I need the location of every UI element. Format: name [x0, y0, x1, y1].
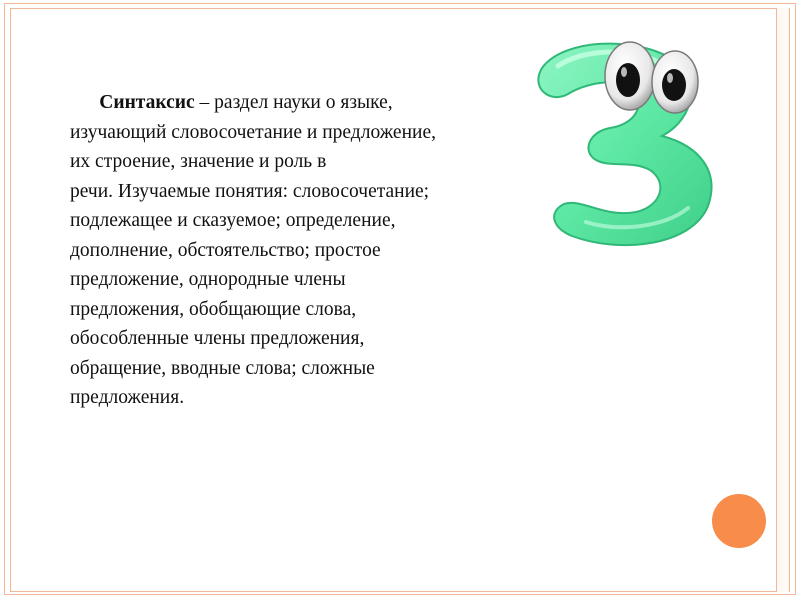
orange-circle-decoration [712, 494, 766, 548]
slide-side-stripe [776, 8, 790, 592]
right-eye-icon [652, 51, 698, 113]
text-line-11: предложения. [70, 387, 185, 408]
text-line-2: изучающий словосочетание и предложение, [70, 121, 436, 143]
text-line-5: подлежащее и сказуемое; определение, [70, 210, 396, 231]
left-eye-icon [605, 42, 655, 110]
text-line-7: предложение, однородные члены [70, 269, 346, 290]
cartoon-digit-three-icon [524, 32, 730, 250]
text-line-6: дополнение, обстоятельство; простое [70, 239, 381, 261]
text-line-4: речи. Изучаемые понятия: словосочетание; [70, 180, 430, 202]
text-line-9: обособленные члены предложения, [70, 328, 365, 349]
text-segment: – раздел науки о языке, [194, 92, 393, 113]
text-line-10: обращение, вводные слова; сложные [70, 357, 375, 379]
text-line-8: предложения, обобщающие слова, [70, 298, 357, 320]
text-line-3: их строение, значение и роль в [70, 151, 327, 172]
syntax-term: Синтаксис [99, 92, 195, 113]
